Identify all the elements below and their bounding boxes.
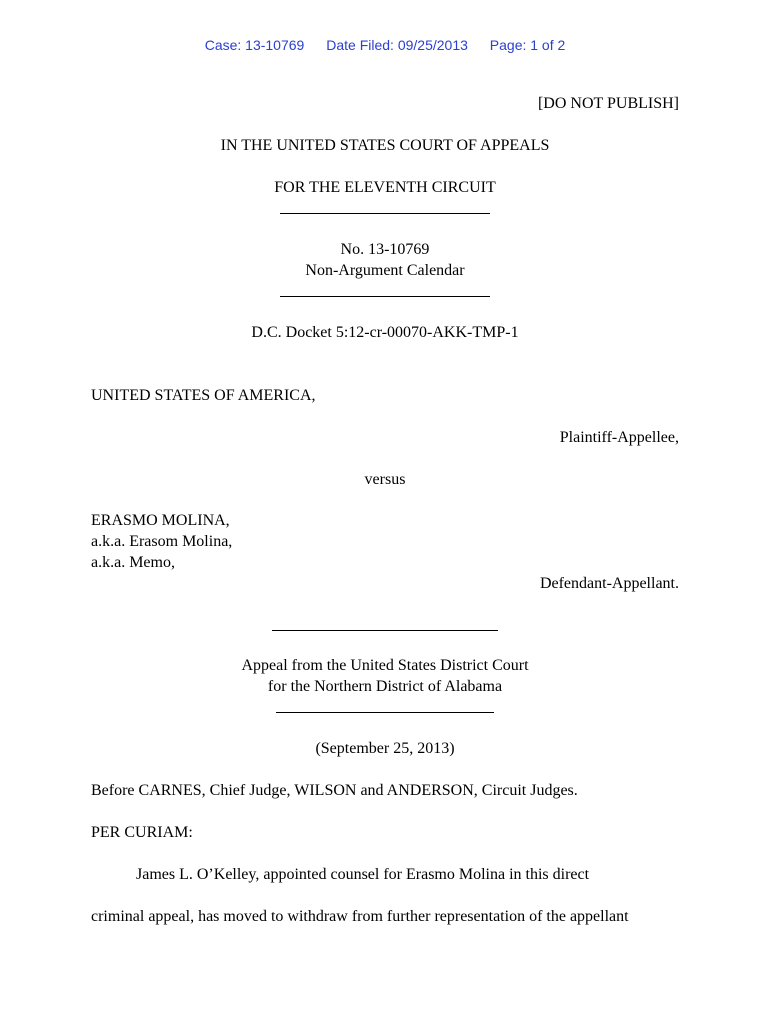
defendant-alias: a.k.a. Memo, — [91, 554, 175, 571]
defendant-name: ERASMO MOLINA, — [91, 512, 230, 529]
versus-label: versus — [364, 471, 406, 488]
divider — [280, 213, 490, 214]
date-filed-header: Date Filed: 09/25/2013 — [326, 37, 468, 53]
divider — [280, 296, 490, 297]
decision-date: (September 25, 2013) — [315, 740, 455, 757]
opinion-text-line: criminal appeal, has moved to withdraw from further representation of the appellant — [91, 908, 629, 925]
circuit-name: FOR THE ELEVENTH CIRCUIT — [274, 179, 496, 196]
case-number-header: Case: 13-10769 — [204, 37, 305, 53]
plaintiff-role: Plaintiff-Appellee, — [559, 429, 679, 446]
case-number: No. 13-10769 — [340, 241, 430, 258]
docket-number: D.C. Docket 5:12-cr-00070-AKK-TMP-1 — [251, 324, 519, 341]
panel-judges: Before CARNES, Chief Judge, WILSON and ANDERSON, Circuit Judges. — [91, 782, 578, 799]
opinion-text-line: James L. O’Kelley, appointed counsel for Erasmo Molina in this direct — [136, 866, 590, 883]
court-name: IN THE UNITED STATES COURT OF APPEALS — [220, 137, 550, 154]
defendant-alias: a.k.a. Erasom Molina, — [91, 533, 233, 550]
page-count-header: Page: 1 of 2 — [489, 37, 566, 53]
defendant-role: Defendant-Appellant. — [539, 575, 679, 592]
divider — [272, 630, 498, 631]
plaintiff-name: UNITED STATES OF AMERICA, — [91, 387, 316, 404]
divider — [276, 712, 494, 713]
filing-header — [0, 37, 770, 53]
appeal-source: Appeal from the United States District Court — [241, 657, 529, 674]
calendar-type: Non-Argument Calendar — [305, 262, 465, 279]
per-curiam-heading: PER CURIAM: — [91, 824, 193, 841]
appeal-district: for the Northern District of Alabama — [267, 678, 503, 695]
publish-notice: [DO NOT PUBLISH] — [537, 95, 679, 112]
